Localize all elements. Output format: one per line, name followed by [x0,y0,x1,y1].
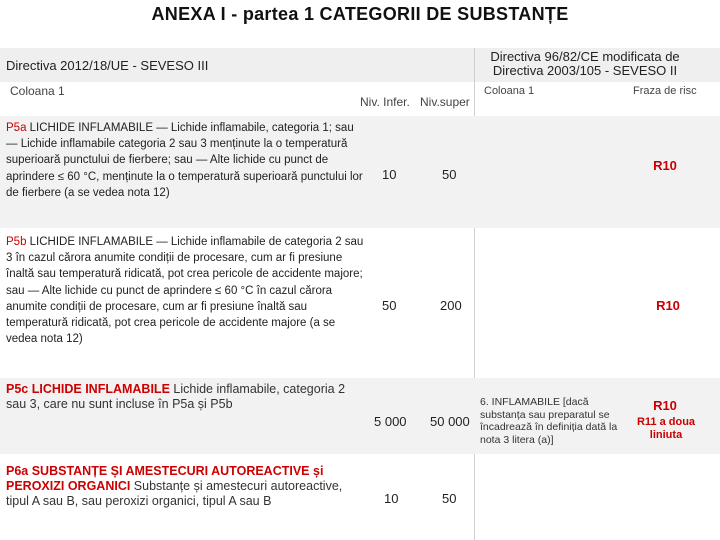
row-p5c-seveso-ii-category: 6. INFLAMABILE [dacă substanța sau preparatul se încadrează în definiția dată la nota 3 litera (a)] [480,396,618,446]
header-seveso-ii-line2: Directiva 2003/105 - SEVESO II [492,63,678,78]
row-p5c-code: P5c [6,382,29,396]
row-p6a-description [6,464,362,509]
row-p5a-code: P5a [6,122,27,134]
row-p5b-code: P5b [6,236,27,248]
page-title: ANEXA I - partea 1 CATEGORII DE SUBSTANȚE [151,4,569,24]
row-p5a-text: LICHIDE INFLAMABILE — Lichide inflamabile, categoria 1; sau — Lichide inflamabile categoria 2 sau 3 menținute la o temperatură superioară punctului de fierbere; sau — Alte lichide cu punct de aprindere ≤ 60 °C, menținute la o temperatură superioară punctului lor de fierbere (a se vedea nota 12) [6,122,363,199]
row-p5c-risk-secondary: R11 a doua liniuta [636,416,696,441]
row-p5b-description [6,234,366,347]
row-p5c-description [6,382,356,412]
header-seveso-iii: Directiva 2012/18/UE - SEVESO III [6,58,209,73]
row-p6a-text: Substanțe și amestecuri autoreactive, tipul A sau B, sau peroxizi organici, tipul A sau B [6,479,343,508]
row-p6a-niv-infer: 10 [384,491,399,506]
row-p5c-risk: R10 [653,398,677,413]
fraza-risc-label: Fraza de risc [633,85,697,97]
header-seveso-ii [470,50,700,78]
row-p5a-description [6,120,366,201]
row-p5c-text: Lichide inflamabile, categoria 2 sau 3, care nu sunt incluse în P5a și P5b [6,382,346,411]
niv-super-label: Niv.super [420,95,470,109]
row-p5c-niv-infer: 5 000 [374,414,407,429]
row-p5a-niv-super: 50 [442,167,457,182]
coloana-right-label: Coloana 1 [484,85,535,97]
row-p5a-niv-infer: 10 [382,167,397,182]
row-p5c-niv-super: 50 000 [430,414,470,429]
row-p5b-niv-super: 200 [440,298,462,313]
header-seveso-ii-line1: Directiva 96/82/CE modificata de [490,49,680,64]
row-p5c-heading: LICHIDE INFLAMABILE [28,382,170,396]
row-p5b-risk: R10 [656,298,680,313]
niv-infer-label: Niv. Infer. [360,95,410,109]
row-p6a-niv-super: 50 [442,491,457,506]
coloana-left-label: Coloana 1 [10,84,65,98]
row-p5a-risk: R10 [653,158,677,173]
row-p5b-niv-infer: 50 [382,298,397,313]
row-p5b-text: LICHIDE INFLAMABILE — Lichide inflamabile de categoria 2 sau 3 în cazul cărora anumite condiții de procesare, cum ar fi presiune înaltă sau temperatură ridicată, pot crea pericole de accidente majore; sau — Alte lichide cu punct de aprindere ≤ 60 °C în cazul cărora anumite condiții de procesare, cum ar fi presiune înaltă sau temperatură ridicată, pot crea pericole de accidente majore (a se vedea nota 12) [6,236,364,346]
row-p6a-code: P6a [6,464,29,478]
row-p6a-heading: SUBSTANȚE ȘI AMESTECURI AUTOREACTIVE și PEROXIZI ORGANICI [6,464,324,493]
